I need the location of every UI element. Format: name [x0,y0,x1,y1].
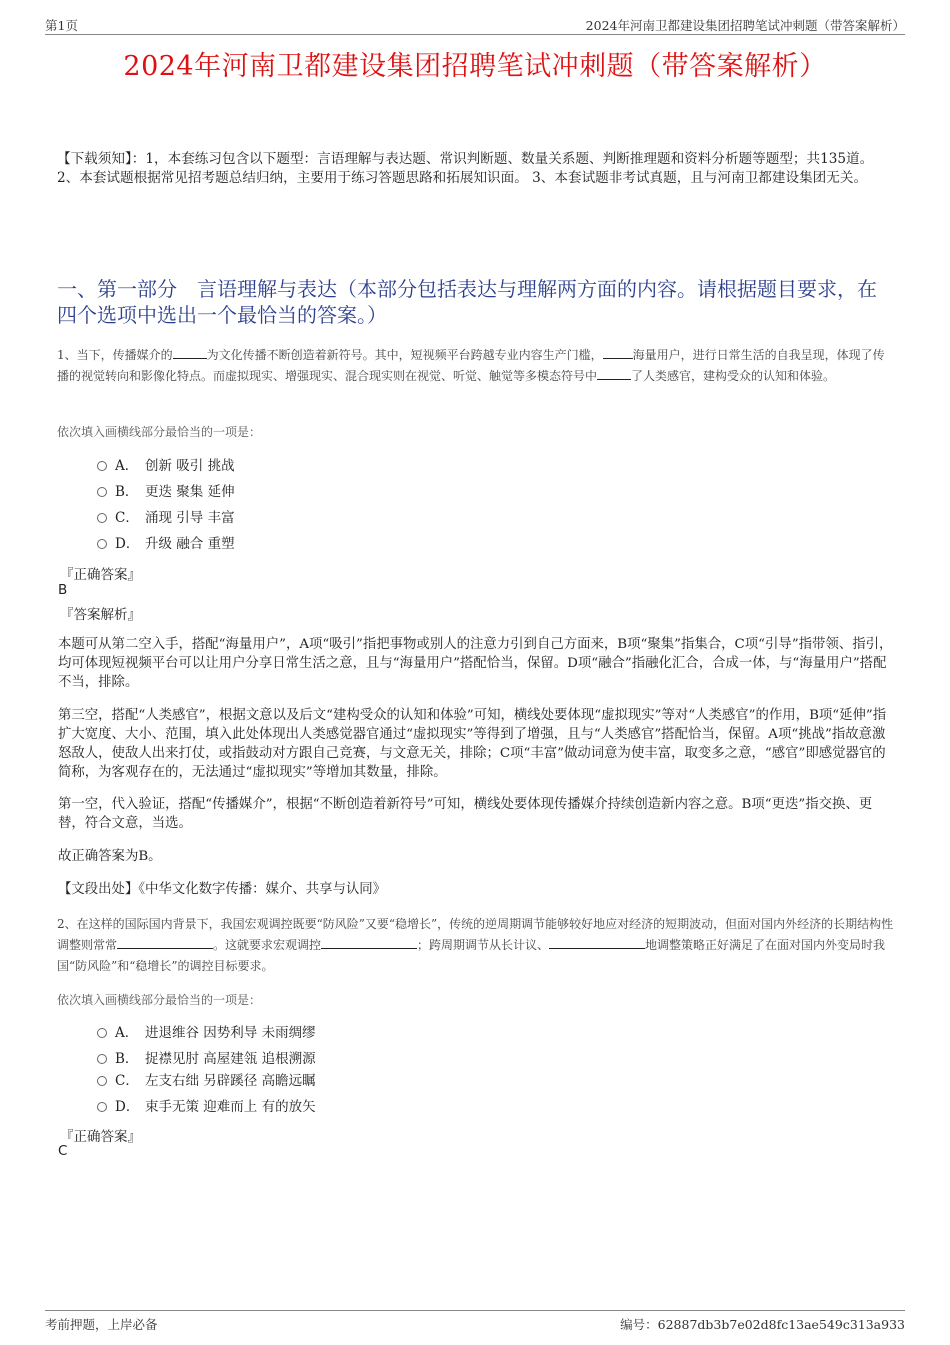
radio-icon[interactable] [97,1076,107,1086]
option-letter: D． [115,536,140,552]
q1-analysis-para-1: 本题可从第二空入手，搭配“海量用户”，A项“吸引”指把事物或别人的注意力引到自己方面来，B项“聚集”指集合，C项“引导”指带领、指引，均可体现短视频平台可以让用户分享日常生活之意，且与“海量用户”搭配恰当，保留。D项“融合”指融化汇合，合成一体，与“海量用户”搭配不当，排除。 [58,637,893,690]
q2-answer-label: 『正确答案』 [60,1129,141,1145]
option-text: 升级 融合 重塑 [145,536,235,552]
download-notice: 【下载须知】：1，本套练习包含以下题型：言语理解与表达题、常识判断题、数量关系题、判断推理题和资料分析题等题型；共135道。 2、本套试题根据常见招考题总结归纳，主要用于练习答题思路和拓展知识面。 3、本套试题非考试真题，且与河南卫都建设集团无关。 [57,151,874,186]
q2-blank-2 [321,936,417,949]
option-letter: B． [115,1051,139,1067]
q2-blank-3 [549,936,645,949]
q2-blank-1 [117,936,213,949]
q1-option-d[interactable] [97,534,235,554]
option-text: 创新 吸引 挑战 [145,458,235,474]
radio-icon[interactable] [97,1054,107,1064]
q2-option-b[interactable] [97,1049,316,1069]
q1-option-b[interactable] [97,482,235,502]
header-doc-title: 2024年河南卫都建设集团招聘笔试冲刺题（带答案解析） [585,18,905,33]
radio-icon[interactable] [97,1102,107,1112]
q1-source: 【文段出处】《中华文化数字传播：媒介、共享与认同》 [58,882,387,897]
q2-option-d[interactable] [97,1097,316,1117]
section-heading: 一、第一部分 言语理解与表达（本部分包括表达与理解两方面的内容。请根据题目要求，在四个选项中选出一个最恰当的答案。） [57,277,877,327]
footer-serial: 编号：62887db3b7e02d8fc13ae549c313a933 [620,1317,905,1332]
option-text: 进退维谷 因势利导 未雨绸缪 [145,1025,316,1041]
q1-option-a[interactable] [97,456,235,476]
q2-text-3: ；跨周期调节从长计议、 [417,938,550,952]
q2-answer: C [58,1143,68,1159]
q2-option-c[interactable] [97,1071,316,1091]
option-text: 捉襟见肘 高屋建瓴 追根溯源 [145,1051,316,1067]
radio-icon[interactable] [97,539,107,549]
option-letter: D． [115,1099,140,1115]
q2-text-4: 地调整策略正好满足了在面对国内外变局时我国“防风险”和“稳增长”的调控目标要求。 [57,938,886,973]
radio-icon[interactable] [97,461,107,471]
q1-text-4: 了人类感官，建构受众的认知和体验。 [631,369,836,383]
q2-text-2: 。这就要求宏观调控 [213,938,322,952]
q1-text-1: 1、当下，传播媒介的 [57,348,173,362]
document-title: 2024年河南卫都建设集团招聘笔试冲刺题（带答案解析） [123,51,827,82]
q2-option-a[interactable] [97,1023,316,1043]
footer-slogan: 考前押题，上岸必备 [45,1317,158,1332]
radio-icon[interactable] [97,513,107,523]
option-letter: C． [115,1073,139,1089]
option-text: 束手无策 迎难而上 有的放矢 [145,1099,316,1115]
q1-option-c[interactable] [97,508,235,528]
q1-analysis-para-2: 第三空，搭配“人类感官”，根据文意以及后文“建构受众的认知和体验”可知，横线处要体现“虚拟现实”等对“人类感官”的作用，B项“延伸”指扩大宽度、大小、范围，填入此处体现出人类感觉器官通过“虚拟现实”等得到了增强，且与“人类感官”搭配恰当，保留。A项“挑战”指故意激怒敌人，使敌人出来打仗，或指鼓动对方跟自己竞赛，与文意无关，排除；C项“丰富”做动词意为使丰富，取变多之意，“感官”即感觉器官的简称，为客观存在的，无法通过“虚拟现实”等增加其数量，排除。 [58,708,887,780]
q2-text-1: 2、在这样的国际国内背景下，我国宏观调控既要“防风险”又要“稳增长”，传统的逆周期调节能够较好地应对经济的短期波动，但面对国内外经济的长期结构性调整则常常 [57,917,894,952]
option-text: 更迭 聚集 延伸 [145,484,235,500]
option-letter: C． [115,510,139,526]
option-letter: A． [115,1025,139,1041]
page-header [45,14,905,35]
q1-text-3: 海量用户，进行日常生活的自我呈现，体现了传播的视觉转向和影像化特点。而虚拟现实、增强现实、混合现实则在视觉、听觉、触觉等多模态符号中 [57,348,885,383]
q2-prompt: 依次填入画横线部分最恰当的一项是： [57,993,262,1007]
q1-answer-label: 『正确答案』 [60,567,141,583]
page-footer [45,1310,905,1339]
option-text: 涌现 引导 丰富 [145,510,235,526]
q1-analysis-para-3: 第一空，代入验证，搭配“传播媒介”，根据“不断创造着新符号”可知，横线处要体现传播媒介持续创造新内容之意。B项“更迭”指交换、更替，符合文意，当选。 [58,797,873,831]
radio-icon[interactable] [97,487,107,497]
q1-blank-3 [597,367,631,380]
q1-blank-1 [173,346,207,359]
radio-icon[interactable] [97,1028,107,1038]
option-letter: B． [115,484,139,500]
option-text: 左支右绌 另辟蹊径 高瞻远瞩 [145,1073,316,1089]
q1-blank-2 [603,346,633,359]
q1-answer: B [58,582,68,598]
q1-analysis-label: 『答案解析』 [60,607,141,623]
question-2-stem [57,914,895,977]
q1-text-2: 为文化传播不断创造着新符号。其中，短视频平台跨越专业内容生产门槛， [206,348,603,362]
question-1-stem [57,345,895,387]
option-letter: A． [115,458,139,474]
q1-analysis-para-4: 故正确答案为B。 [58,849,162,864]
q1-prompt: 依次填入画横线部分最恰当的一项是： [57,425,262,439]
page-number: 第1页 [45,18,78,33]
